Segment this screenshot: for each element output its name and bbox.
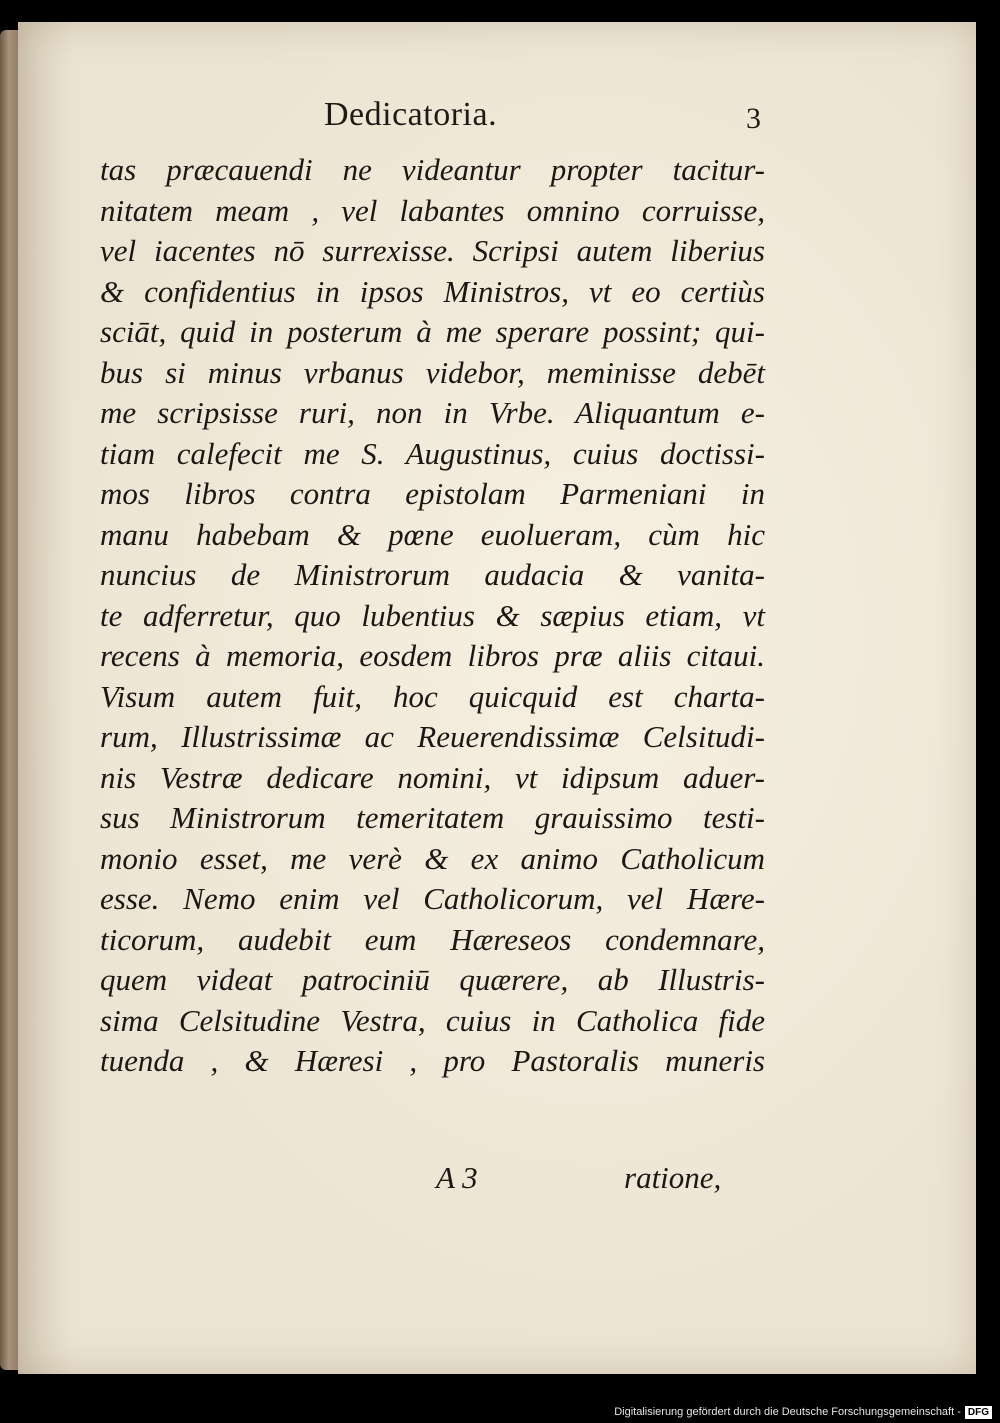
text-line: sima Celsitudine Vestra, cuius in Catholica fide	[100, 1002, 765, 1038]
body-text	[100, 150, 765, 1082]
dfg-logo-icon: DFG	[965, 1406, 992, 1419]
text-line: me scripsisse ruri, non in Vrbe. Aliquantum e-	[100, 395, 765, 430]
text-line: Visum autem fuit, hoc quicquid est charta-	[100, 678, 765, 714]
text-line: ticorum, audebit eum Hæreseos condemnare,	[100, 921, 765, 957]
text-line: nuncius de Ministrorum audacia & vanita-	[100, 557, 765, 592]
text-line: rum, Illustrissimæ ac Reuerendissimæ Celsitudi-	[100, 719, 765, 754]
text-line: vel iacentes nō surrexisse. Scripsi autem liberius	[100, 233, 765, 268]
running-head	[18, 96, 976, 146]
catchword: ratione,	[624, 1160, 722, 1195]
text-line: bus si minus vrbanus videbor, meminisse debēt	[100, 354, 765, 390]
text-line: sciāt, quid in posterum à me sperare possint; qui-	[100, 314, 765, 349]
text-line: tuenda , & Hæresi , pro Pastoralis muneris	[100, 1043, 765, 1078]
text-line: sus Ministrorum temeritatem grauissimo testi-	[100, 800, 765, 835]
signature-mark: A 3	[436, 1160, 478, 1195]
text-line: tas præcauendi ne videantur propter tacitur-	[100, 152, 765, 187]
catchline	[18, 1160, 976, 1204]
text-line: nitatem meam , vel labantes omnino corruisse,	[100, 192, 765, 228]
text-line: manu habebam & pœne euolueram, cùm hic	[100, 516, 765, 552]
text-line: te adferretur, quo lubentius & sæpius etiam, vt	[100, 597, 765, 633]
text-line: tiam calefecit me S. Augustinus, cuius doctissi-	[100, 435, 765, 471]
page-number: 3	[746, 102, 761, 135]
text-line: recens à memoria, eosdem libros præ aliis citaui.	[100, 638, 765, 673]
footer-credit	[614, 1404, 992, 1420]
text-line: nis Vestræ dedicare nomini, vt idipsum aduer-	[100, 759, 765, 795]
text-line: & confidentius in ipsos Ministros, vt eo certiùs	[100, 273, 765, 309]
text-line: quem videat patrociniū quærere, ab Illustris-	[100, 962, 765, 997]
text-line: monio esset, me verè & ex animo Catholicum	[100, 840, 765, 876]
page-title: Dedicatoria.	[324, 96, 498, 133]
text-line: mos libros contra epistolam Parmeniani in	[100, 476, 765, 511]
footer-credit-text: Digitalisierung gefördert durch die Deutsche Forschungsgemeinschaft -	[614, 1406, 961, 1418]
text-line: esse. Nemo enim vel Catholicorum, vel Hære-	[100, 881, 765, 916]
